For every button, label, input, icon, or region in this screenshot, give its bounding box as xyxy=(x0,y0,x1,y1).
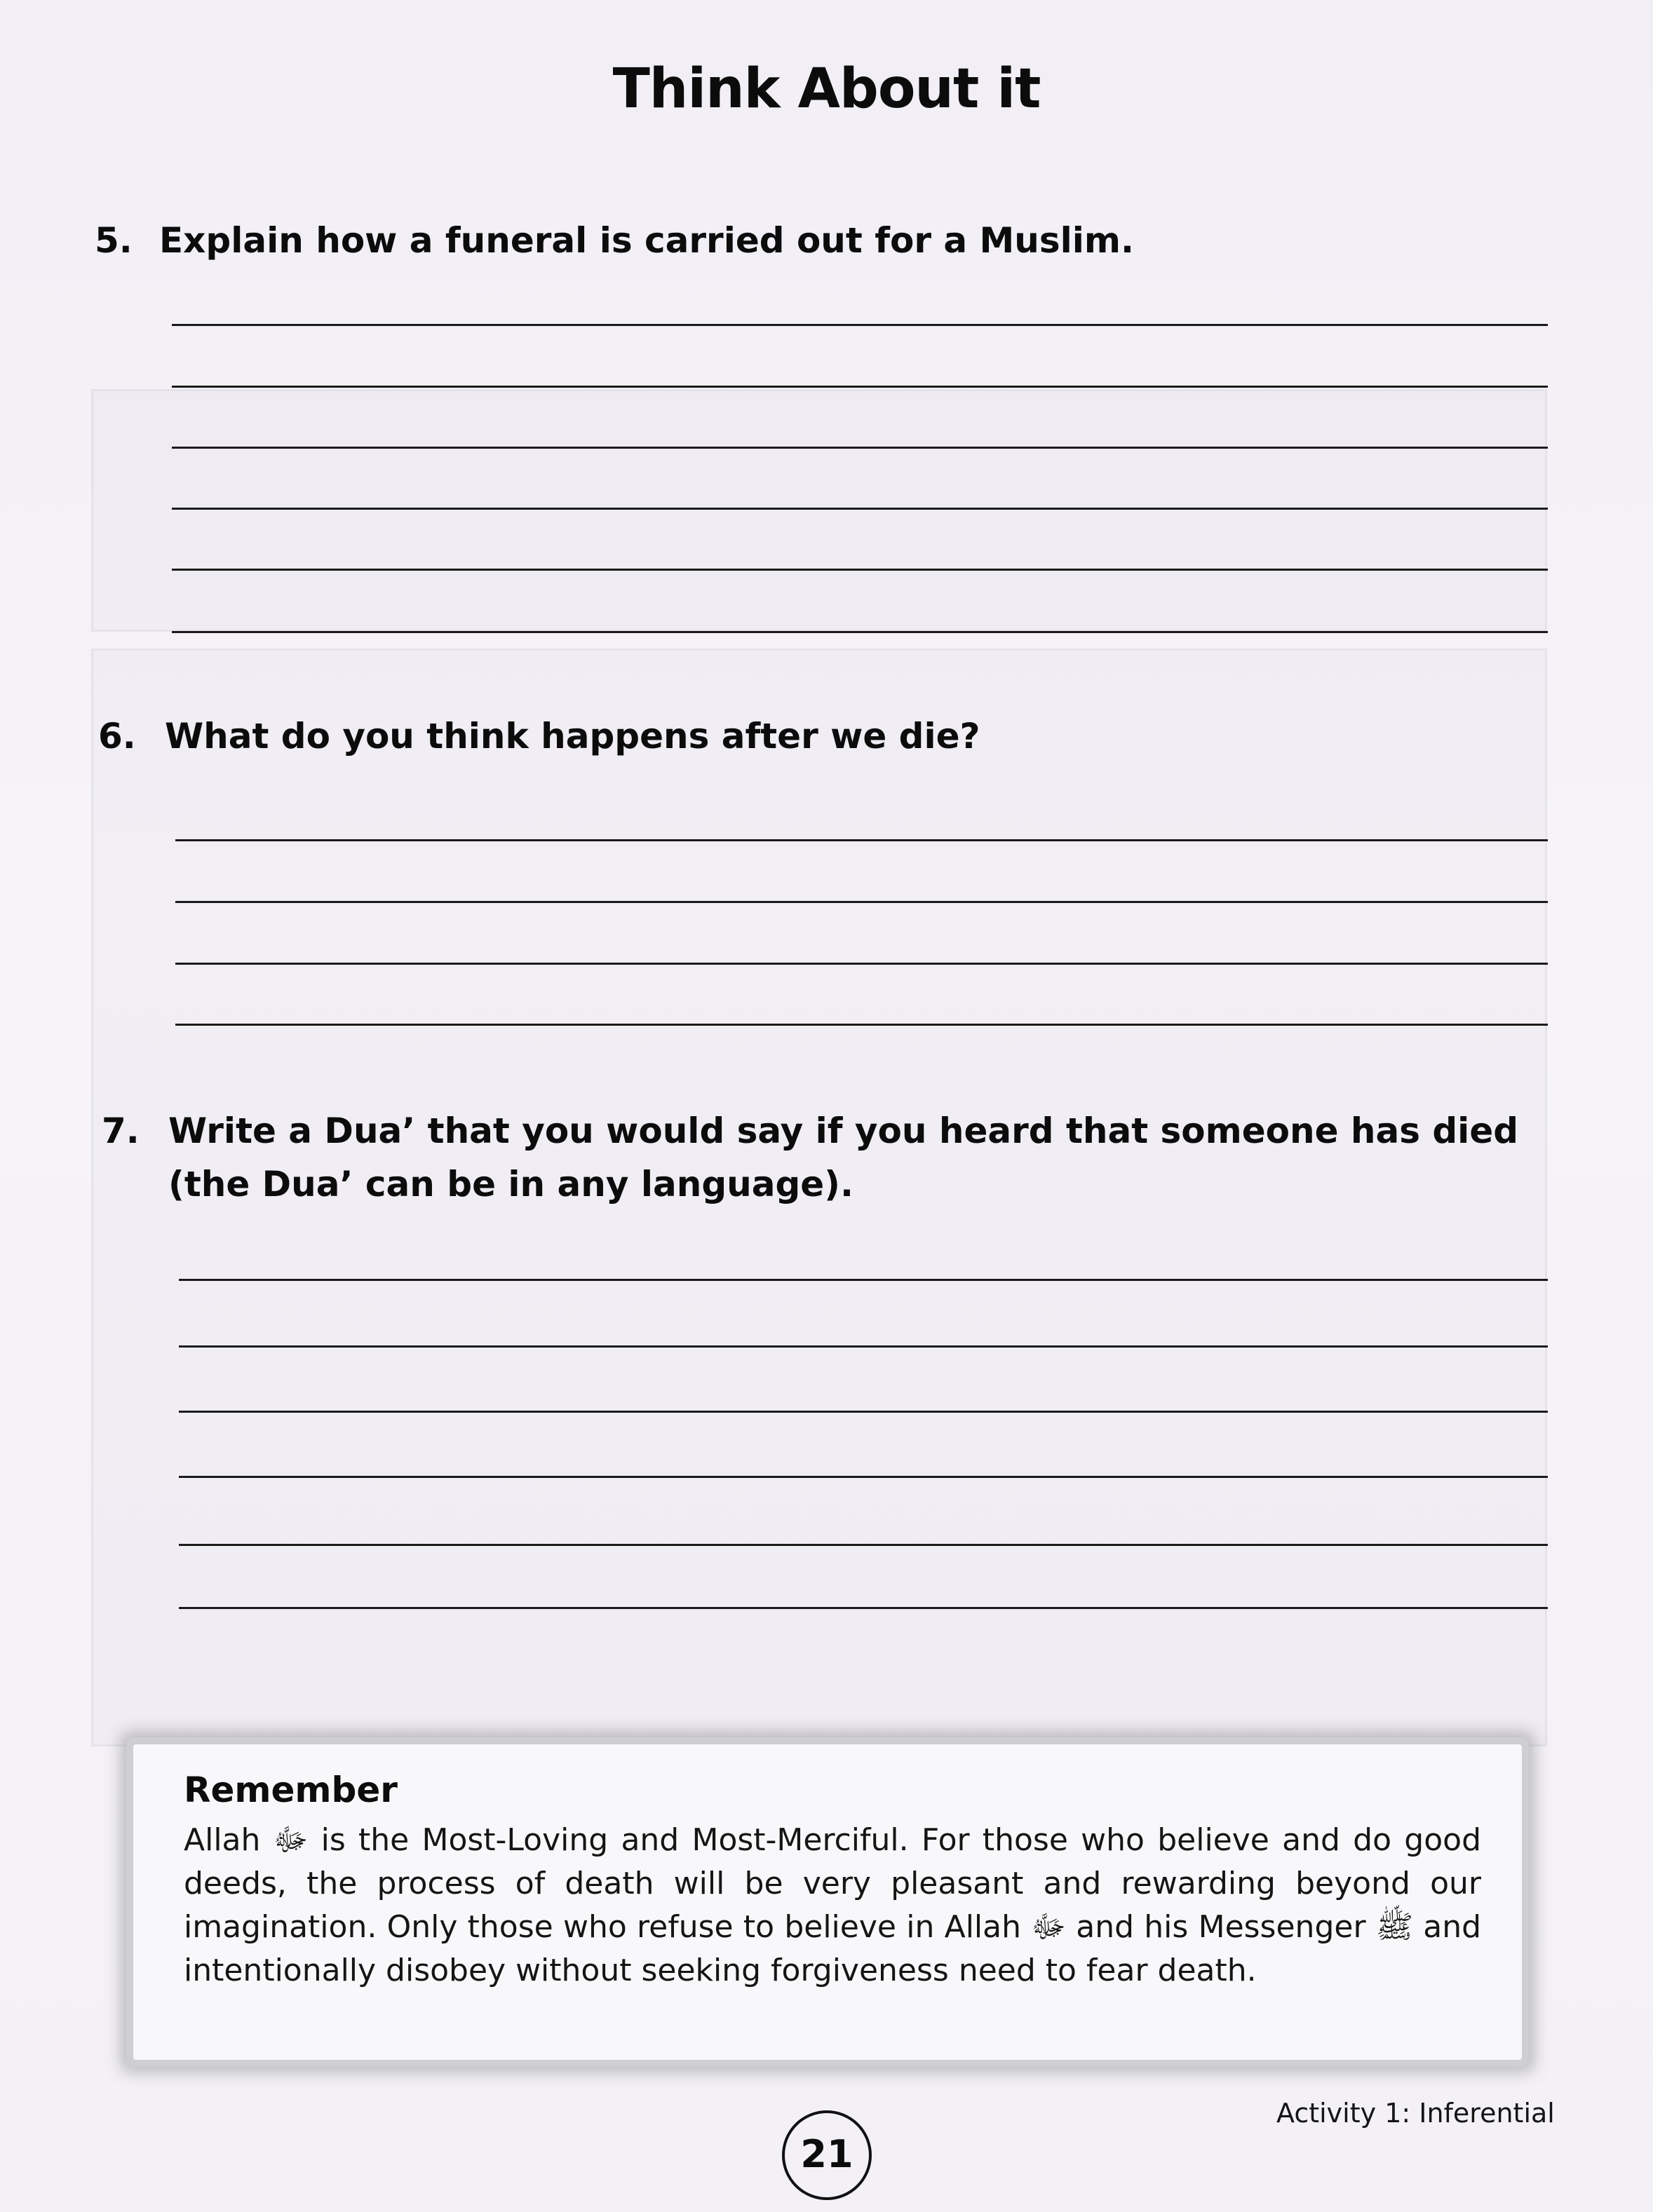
answer-line[interactable] xyxy=(179,1544,1548,1546)
answer-line[interactable] xyxy=(179,1607,1548,1609)
remember-text: Allah ﷻ is the Most-Loving and Most-Merciful. For those who believe and do good deeds, the process of death will be very pleasant and rewarding beyond our imagination. Only those who refuse to believe in Allah ﷻ and his Messenger ﷺ and intentionally disobey without seeking forgiveness need to fear death. xyxy=(184,1822,1482,1988)
remember-box xyxy=(133,1744,1522,2060)
answer-line[interactable] xyxy=(172,508,1548,510)
answer-line[interactable] xyxy=(172,447,1548,449)
answer-line[interactable] xyxy=(172,631,1548,633)
question-text: What do you think happens after we die? xyxy=(165,716,980,756)
answer-line[interactable] xyxy=(179,1279,1548,1281)
question-text: Explain how a funeral is carried out for a Muslim. xyxy=(159,220,1135,261)
question-number: 6. xyxy=(98,716,136,756)
answer-line[interactable] xyxy=(172,324,1548,326)
answer-line[interactable] xyxy=(175,963,1548,965)
answer-line[interactable] xyxy=(179,1411,1548,1413)
question-text: Write a Dua’ that you would say if you heard that someone has died (the Dua’ can be in any language). xyxy=(168,1111,1519,1205)
answer-line[interactable] xyxy=(179,1476,1548,1478)
question-6 xyxy=(98,710,1571,766)
page-number: 21 xyxy=(782,2110,872,2200)
answer-line[interactable] xyxy=(172,386,1548,388)
remember-heading: Remember xyxy=(184,1770,398,1810)
bleed-through-shadow xyxy=(91,389,1547,632)
answer-line[interactable] xyxy=(175,901,1548,903)
answer-line[interactable] xyxy=(175,839,1548,841)
answer-line[interactable] xyxy=(175,1024,1548,1026)
activity-label: Activity 1: Inferential xyxy=(1276,2098,1555,2129)
question-number: 5. xyxy=(95,220,133,261)
page-title: Think About it xyxy=(612,57,1041,121)
question-7 xyxy=(102,1104,1574,1216)
answer-line[interactable] xyxy=(172,569,1548,571)
question-number: 7. xyxy=(102,1111,140,1151)
answer-line[interactable] xyxy=(179,1345,1548,1348)
question-5 xyxy=(95,214,1567,270)
